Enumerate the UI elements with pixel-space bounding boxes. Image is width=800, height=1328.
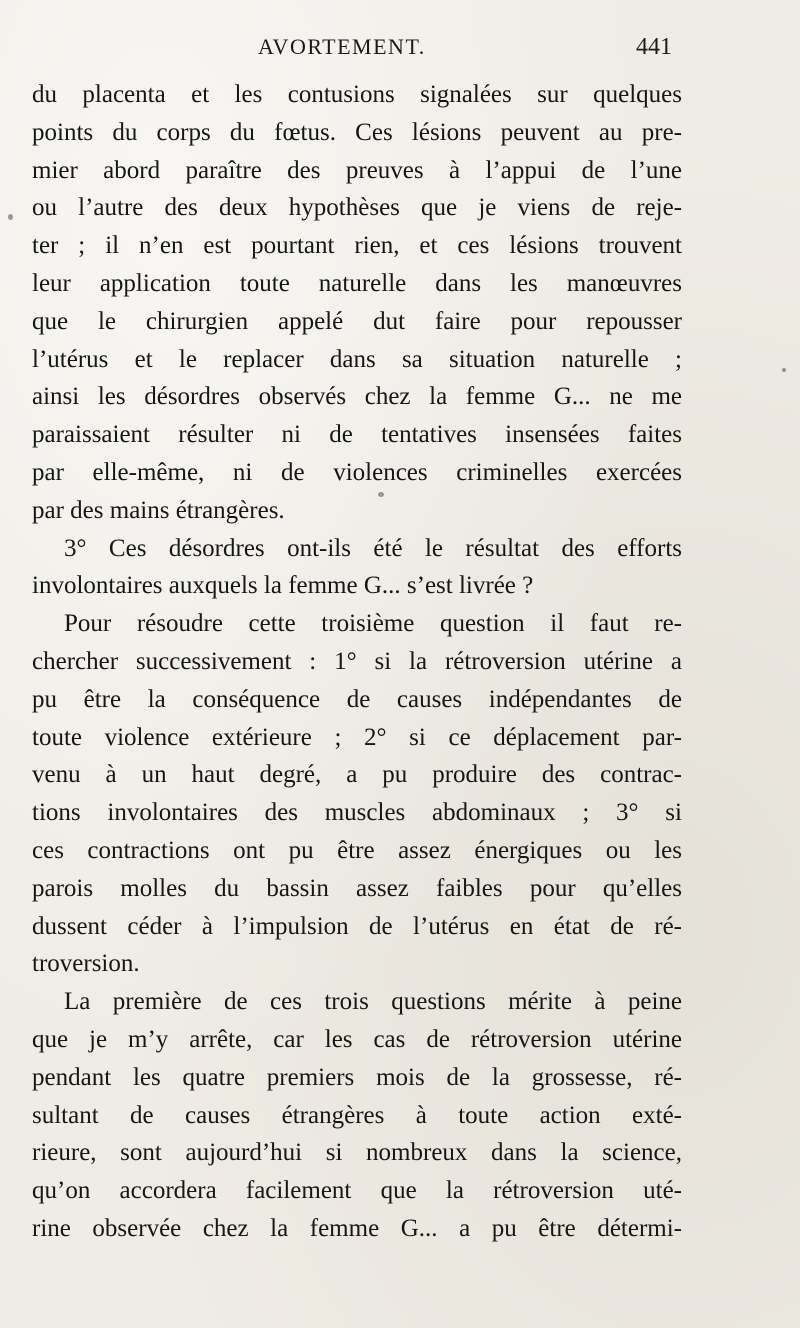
text-line: mier abord paraître des preuves à l’appui de l’une	[32, 156, 682, 184]
text-line: rieure, sont aujourd’hui si nombreux dans la science,	[32, 1139, 682, 1167]
body-text	[32, 76, 682, 1248]
ink-spot	[378, 492, 384, 497]
text-line: qu’on accordera facilement que la rétroversion uté-	[32, 1177, 682, 1205]
text-line: venu à un haut degré, a pu produire des contrac-	[32, 761, 682, 789]
text-line: que le chirurgien appelé dut faire pour repousser	[32, 307, 682, 335]
ink-spot	[8, 214, 13, 220]
text-line: troversion.	[32, 950, 140, 978]
text-line: par elle-même, ni de violences criminelles exercées	[32, 458, 682, 486]
page-number: 441	[636, 34, 672, 60]
text-line: Pour résoudre cette troisième question il faut re-	[64, 610, 682, 638]
text-line: ter ; il n’en est pourtant rien, et ces lésions trouvent	[32, 232, 682, 260]
text-line: toute violence extérieure ; 2° si ce déplacement par-	[32, 723, 682, 751]
text-line: par des mains étrangères.	[32, 496, 285, 524]
text-line: pu être la conséquence de causes indépendantes de	[32, 685, 682, 713]
text-line: leur application toute naturelle dans les manœuvres	[32, 269, 682, 297]
text-line: dussent céder à l’impulsion de l’utérus en état de ré-	[32, 912, 682, 940]
ink-spot	[782, 368, 786, 372]
text-line: que je m’y arrête, car les cas de rétroversion utérine	[32, 1025, 682, 1053]
text-line: 3° Ces désordres ont-ils été le résultat des efforts	[64, 534, 682, 562]
text-line: du placenta et les contusions signalées sur quelques	[32, 81, 682, 108]
text-line: paraissaient résulter ni de tentatives insensées faites	[32, 421, 682, 449]
text-line: parois molles du bassin assez faibles pour qu’elles	[32, 874, 682, 902]
text-line: ou l’autre des deux hypothèses que je viens de reje-	[32, 194, 682, 222]
running-title: AVORTEMENT.	[258, 34, 426, 59]
text-line: chercher successivement : 1° si la rétroversion utérine a	[32, 647, 682, 675]
text-line: rine observée chez la femme G... a pu être détermi-	[32, 1214, 682, 1242]
text-line: ces contractions ont pu être assez énergiques ou les	[32, 836, 682, 864]
text-line: l’utérus et le replacer dans sa situation naturelle ;	[32, 345, 682, 373]
text-line: points du corps du fœtus. Ces lésions peuvent au pre-	[32, 118, 682, 146]
text-line: ainsi les désordres observés chez la femme G... ne me	[32, 383, 682, 411]
text-line: pendant les quatre premiers mois de la grossesse, ré-	[32, 1063, 682, 1091]
text-line: La première de ces trois questions mérite à peine	[64, 988, 682, 1016]
running-head	[0, 34, 800, 74]
text-line: tions involontaires des muscles abdominaux ; 3° si	[32, 799, 682, 827]
text-line: sultant de causes étrangères à toute action exté-	[32, 1101, 682, 1129]
text-line: involontaires auxquels la femme G... s’est livrée ?	[32, 572, 534, 600]
